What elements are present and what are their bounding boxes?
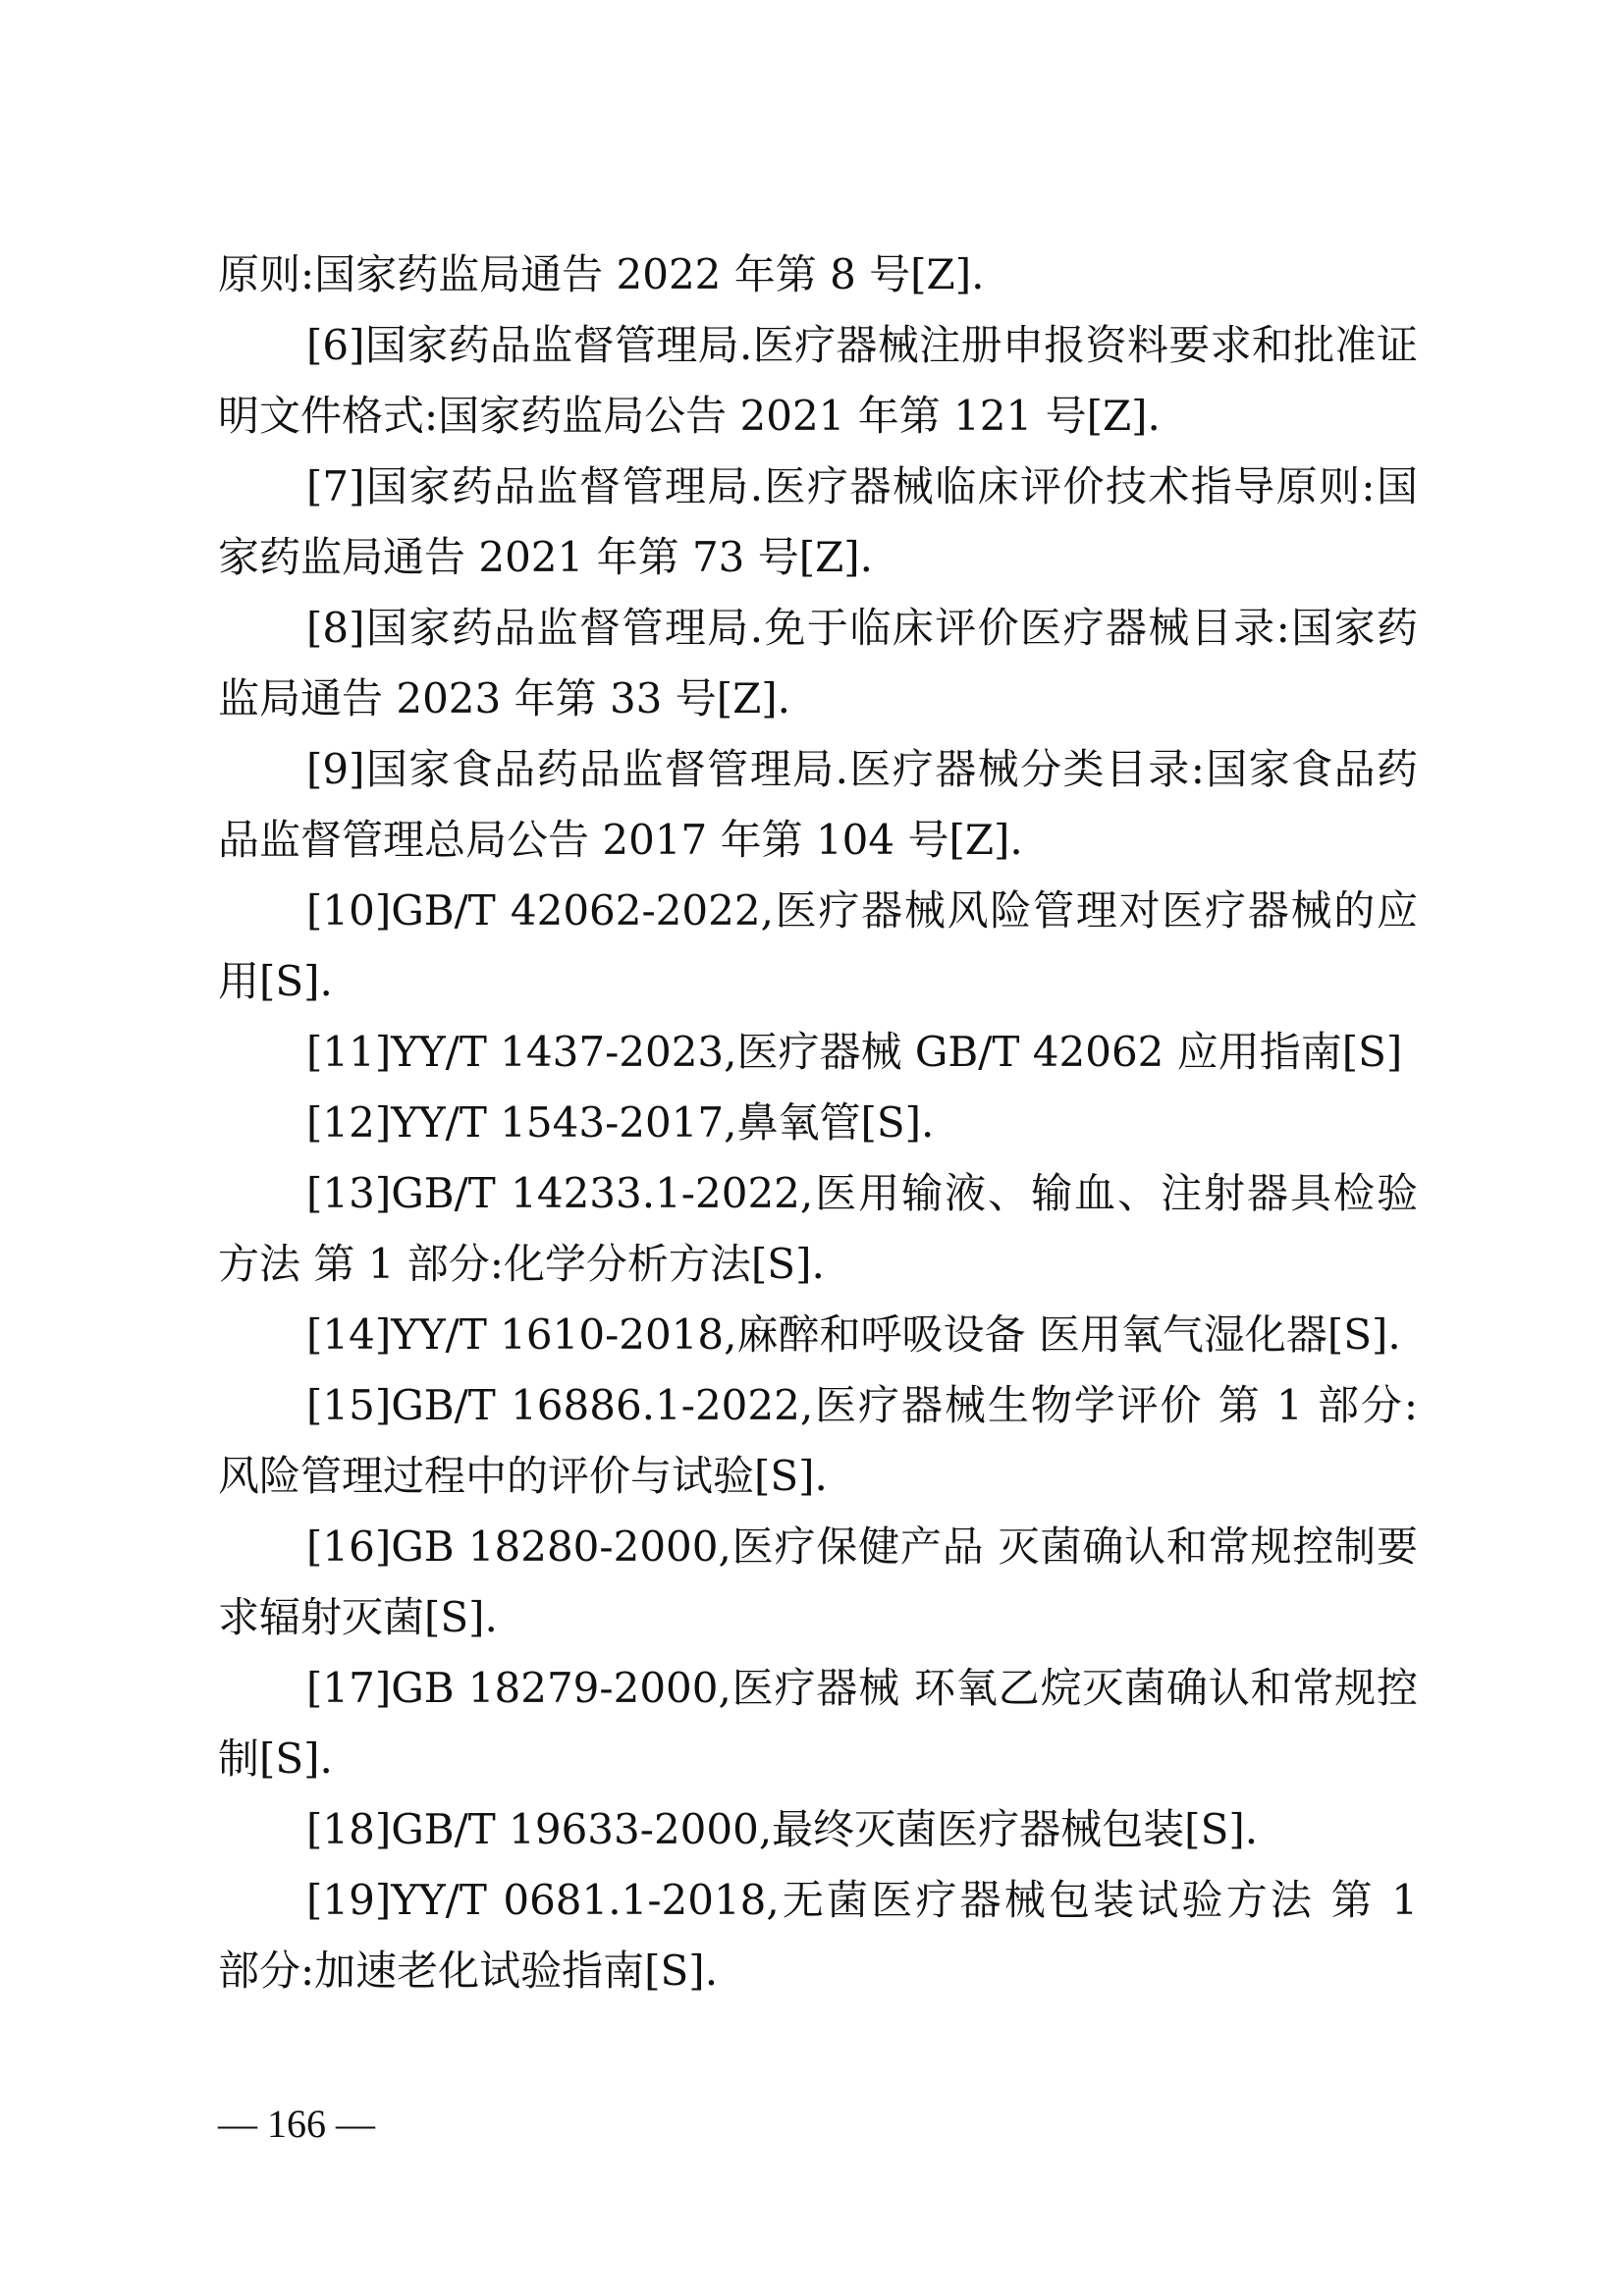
reference-item-12: [12]YY/T 1543-2017,鼻氧管[S]. xyxy=(306,1098,935,1147)
reference-item-14: [14]YY/T 1610-2018,麻醉和呼吸设备 医用氧气湿化器[S]. xyxy=(306,1310,1401,1359)
reference-item-17: [17]GB 18279-2000,医疗器械 环氧乙烷灭菌确认和常规控制[S]. xyxy=(218,1664,1418,1783)
reference-item-13: [13]GB/T 14233.1-2022,医用输液、输血、注射器具检验方法 第 1 部分:化学分析方法[S]. xyxy=(218,1169,1418,1288)
reference-continuation: 原则:国家药监局通告 2022 年第 8 号[Z]. xyxy=(218,250,985,298)
reference-item-6: [6]国家药品监督管理局.医疗器械注册申报资料要求和批准证明文件格式:国家药监局公告 2021 年第 121 号[Z]. xyxy=(218,321,1418,440)
reference-item-8: [8]国家药品监督管理局.免于临床评价医疗器械目录:国家药监局通告 2023 年第 33 号[Z]. xyxy=(218,604,1418,722)
reference-item-10: [10]GB/T 42062-2022,医疗器械风险管理对医疗器械的应用[S]. xyxy=(218,886,1418,1005)
reference-item-19: [19]YY/T 0681.1-2018,无菌医疗器械包装试验方法 第 1 部分:加速老化试验指南[S]. xyxy=(218,1876,1418,1995)
reference-item-11: [11]YY/T 1437-2023,医疗器械 GB/T 42062 应用指南[S] xyxy=(306,1028,1403,1076)
reference-item-15: [15]GB/T 16886.1-2022,医疗器械生物学评价 第 1 部分:风险管理过程中的评价与试验[S]. xyxy=(218,1381,1418,1500)
reference-item-18: [18]GB/T 19633-2000,最终灭菌医疗器械包装[S]. xyxy=(306,1805,1259,1853)
reference-item-9: [9]国家食品药品监督管理局.医疗器械分类目录:国家食品药品监督管理总局公告 2017 年第 104 号[Z]. xyxy=(218,745,1418,864)
reference-item-16: [16]GB 18280-2000,医疗保健产品 灭菌确认和常规控制要求辐射灭菌[S]. xyxy=(218,1522,1418,1641)
reference-item-7: [7]国家药品监督管理局.医疗器械临床评价技术指导原则:国家药监局通告 2021 年第 73 号[Z]. xyxy=(218,462,1418,581)
reference-list xyxy=(218,240,1418,2006)
page-number: — 166 — xyxy=(218,2102,375,2146)
